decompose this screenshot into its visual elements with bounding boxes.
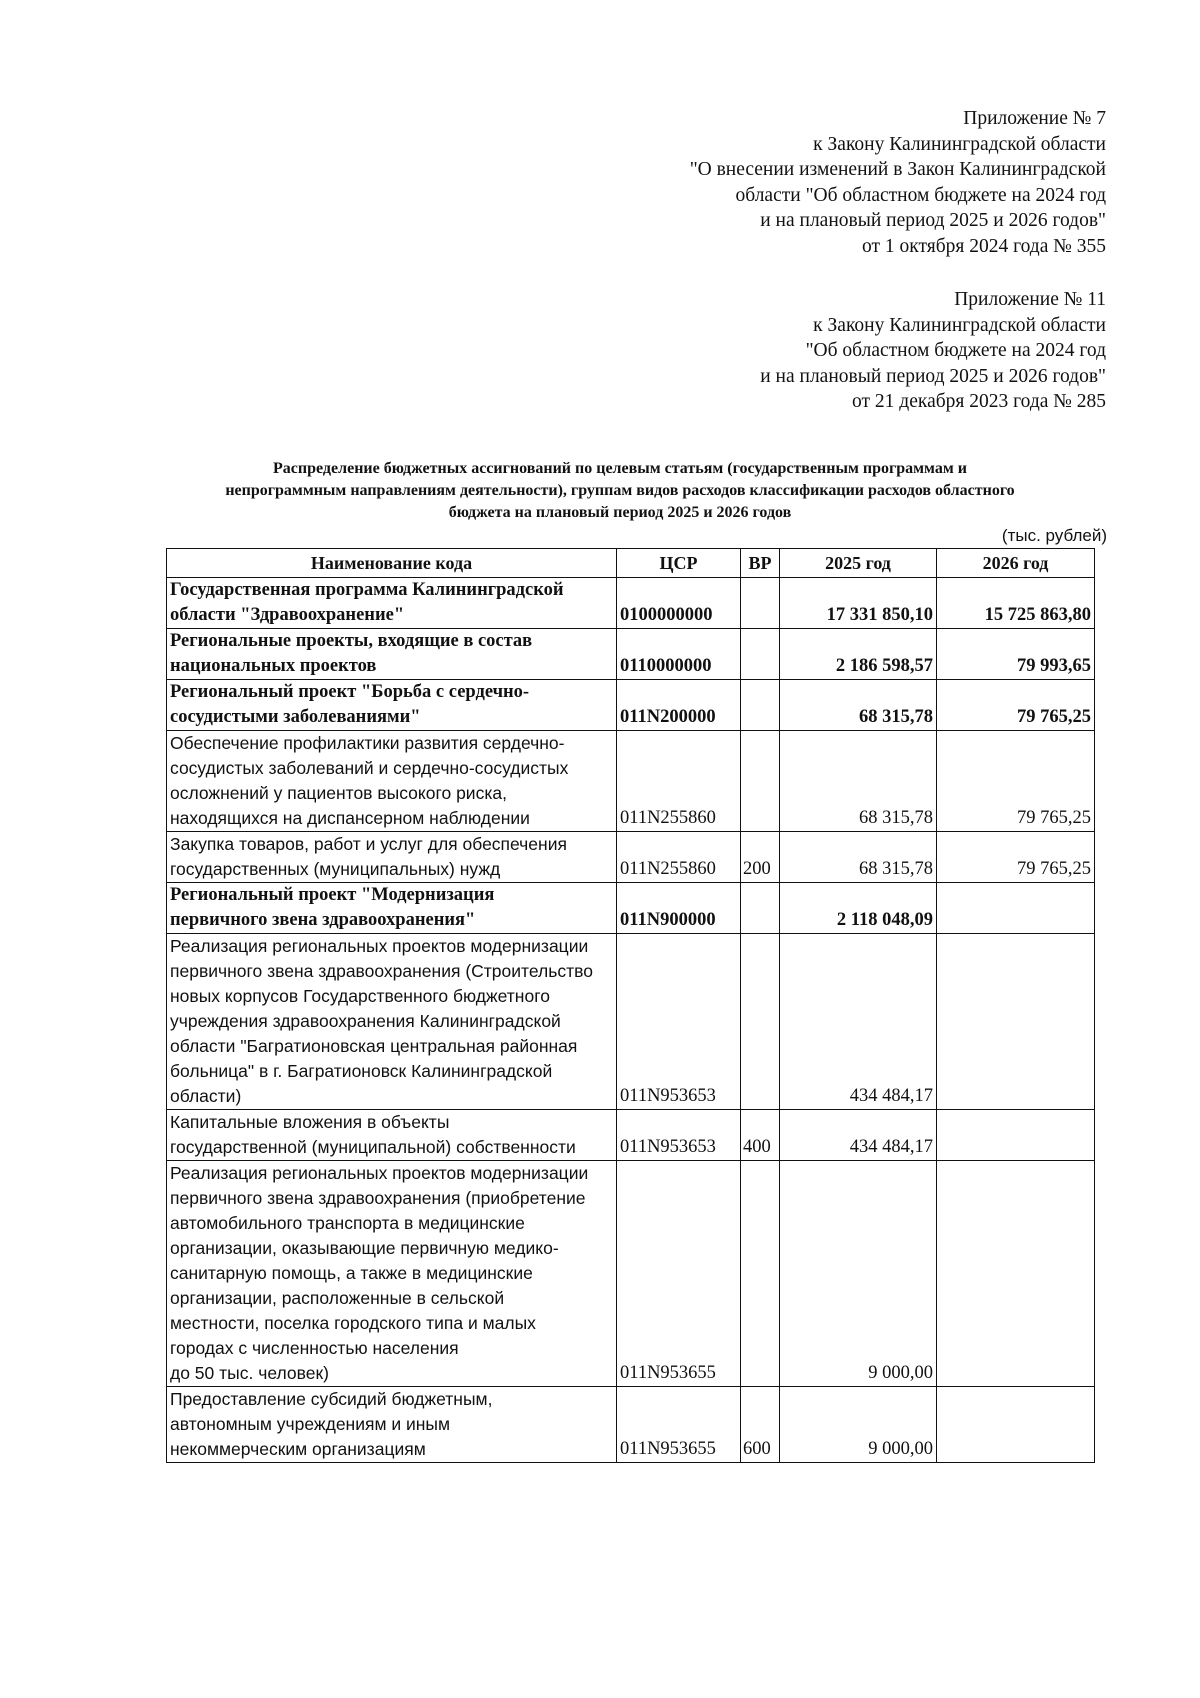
cell-vr — [741, 731, 780, 832]
cell-csr: 011N953655 — [617, 1161, 741, 1387]
cell-name: Реализация региональных проектов модернизации первичного звена здравоохранения (приобретение автомобильного транспорта в медицинские организации, оказывающие первичную медико- санитарную помощь, а также в медицинские организации, расположенные в сельской местности, поселка городского типа и малых городах с численностью населения до 50 тыс. человек) — [167, 1161, 617, 1387]
appendix-line: "О внесении изменений в Закон Калининградской — [689, 159, 1106, 180]
units-label: (тыс. рублей) — [1001, 526, 1107, 545]
cell-name: Реализация региональных проектов модернизации первичного звена здравоохранения (Строительство новых корпусов Государственного бюджетного учреждения здравоохранения Калининградской области "Багратионовская центральная районная больница" в г. Багратионовск Калининградской области) — [167, 934, 617, 1110]
cell-vr: 400 — [741, 1110, 780, 1161]
title-line: бюджета на плановый период 2025 и 2026 годов — [448, 504, 792, 521]
cell-2026: 15 725 863,80 — [937, 578, 1095, 629]
cell-name: Государственная программа Калининградской области "Здравоохранение" — [167, 578, 617, 629]
appendix-line: Приложение № 11 — [954, 289, 1106, 310]
cell-vr — [741, 1161, 780, 1387]
cell-2026 — [937, 883, 1095, 934]
cell-csr: 011N953653 — [617, 1110, 741, 1161]
cell-2026: 79 765,25 — [937, 731, 1095, 832]
cell-name: Региональный проект "Модернизация первичного звена здравоохранения" — [167, 883, 617, 934]
cell-2025: 9 000,00 — [780, 1387, 937, 1463]
title-line: Распределение бюджетных ассигнований по целевым статьям (государственным программам и — [273, 460, 967, 477]
appendix-header-original — [760, 287, 1106, 415]
table-header-row — [167, 549, 1095, 578]
cell-2025: 434 484,17 — [780, 1110, 937, 1161]
table-body — [167, 578, 1095, 1463]
cell-vr — [741, 934, 780, 1110]
cell-vr — [741, 578, 780, 629]
header-2026: 2026 год — [937, 549, 1095, 578]
cell-2026 — [937, 934, 1095, 1110]
cell-vr: 600 — [741, 1387, 780, 1463]
cell-name: Региональные проекты, входящие в состав национальных проектов — [167, 629, 617, 680]
cell-csr: 011N953653 — [617, 934, 741, 1110]
cell-vr — [741, 680, 780, 731]
table-row — [167, 883, 1095, 934]
appendix-line: области "Об областном бюджете на 2024 год — [735, 184, 1106, 206]
cell-2025: 68 315,78 — [780, 832, 937, 883]
appendix-header-current — [690, 106, 1106, 259]
header-name: Наименование кода — [167, 549, 617, 578]
appendix-line: и на плановый период 2025 и 2026 годов" — [760, 365, 1106, 387]
cell-csr: 011N255860 — [617, 731, 741, 832]
table-row — [167, 832, 1095, 883]
cell-2026 — [937, 1110, 1095, 1161]
cell-csr: 011N900000 — [617, 883, 741, 934]
cell-csr: 0100000000 — [617, 578, 741, 629]
cell-csr: 011N255860 — [617, 832, 741, 883]
cell-csr: 011N953655 — [617, 1387, 741, 1463]
header-csr: ЦСР — [617, 549, 741, 578]
table-row — [167, 1110, 1095, 1161]
header-2025: 2025 год — [780, 549, 937, 578]
cell-2026 — [937, 1161, 1095, 1387]
cell-vr — [741, 629, 780, 680]
cell-2025: 2 186 598,57 — [780, 629, 937, 680]
table-row — [167, 1387, 1095, 1463]
budget-table — [166, 548, 1095, 1463]
table-row — [167, 1161, 1095, 1387]
cell-2026 — [937, 1387, 1095, 1463]
appendix-line: и на плановый период 2025 и 2026 годов" — [760, 210, 1106, 231]
cell-vr — [741, 883, 780, 934]
header-vr: ВР — [741, 549, 780, 578]
cell-2025: 2 118 048,09 — [780, 883, 937, 934]
cell-name: Региональный проект "Борьба с сердечно- сосудистыми заболеваниями" — [167, 680, 617, 731]
cell-2025: 17 331 850,10 — [780, 578, 937, 629]
cell-2026: 79 993,65 — [937, 629, 1095, 680]
cell-name: Предоставление субсидий бюджетным, автономным учреждениям и иным некоммерческим организациям — [167, 1387, 617, 1463]
cell-2025: 9 000,00 — [780, 1161, 937, 1387]
cell-2026: 79 765,25 — [937, 680, 1095, 731]
cell-csr: 0110000000 — [617, 629, 741, 680]
table-row — [167, 578, 1095, 629]
cell-2025: 68 315,78 — [780, 731, 937, 832]
cell-vr: 200 — [741, 832, 780, 883]
cell-2025: 68 315,78 — [780, 680, 937, 731]
appendix-line: "Об областном бюджете на 2024 год — [805, 340, 1106, 361]
cell-csr: 011N200000 — [617, 680, 741, 731]
cell-name: Капитальные вложения в объекты государственной (муниципальной) собственности — [167, 1110, 617, 1161]
appendix-line: к Закону Калининградской области — [813, 133, 1106, 155]
appendix-line: от 1 октября 2024 года № 355 — [862, 235, 1106, 257]
table-row — [167, 680, 1095, 731]
appendix-line: от 21 декабря 2023 года № 285 — [852, 391, 1106, 412]
cell-2025: 434 484,17 — [780, 934, 937, 1110]
cell-2026: 79 765,25 — [937, 832, 1095, 883]
appendix-line: к Закону Калининградской области — [813, 314, 1106, 336]
appendix-line: Приложение № 7 — [963, 108, 1106, 129]
title-line: непрограммным направлениям деятельности), группам видов расходов классификации расходов областного — [225, 482, 1015, 499]
cell-name: Закупка товаров, работ и услуг для обеспечения государственных (муниципальных) нужд — [167, 832, 617, 883]
cell-name: Обеспечение профилактики развития сердечно- сосудистых заболеваний и сердечно-сосудистых осложнений у пациентов высокого риска, находящихся на диспансерном наблюдении — [167, 731, 617, 832]
table-row — [167, 934, 1095, 1110]
table-row — [167, 629, 1095, 680]
document-title — [150, 458, 1090, 524]
table-row — [167, 731, 1095, 832]
